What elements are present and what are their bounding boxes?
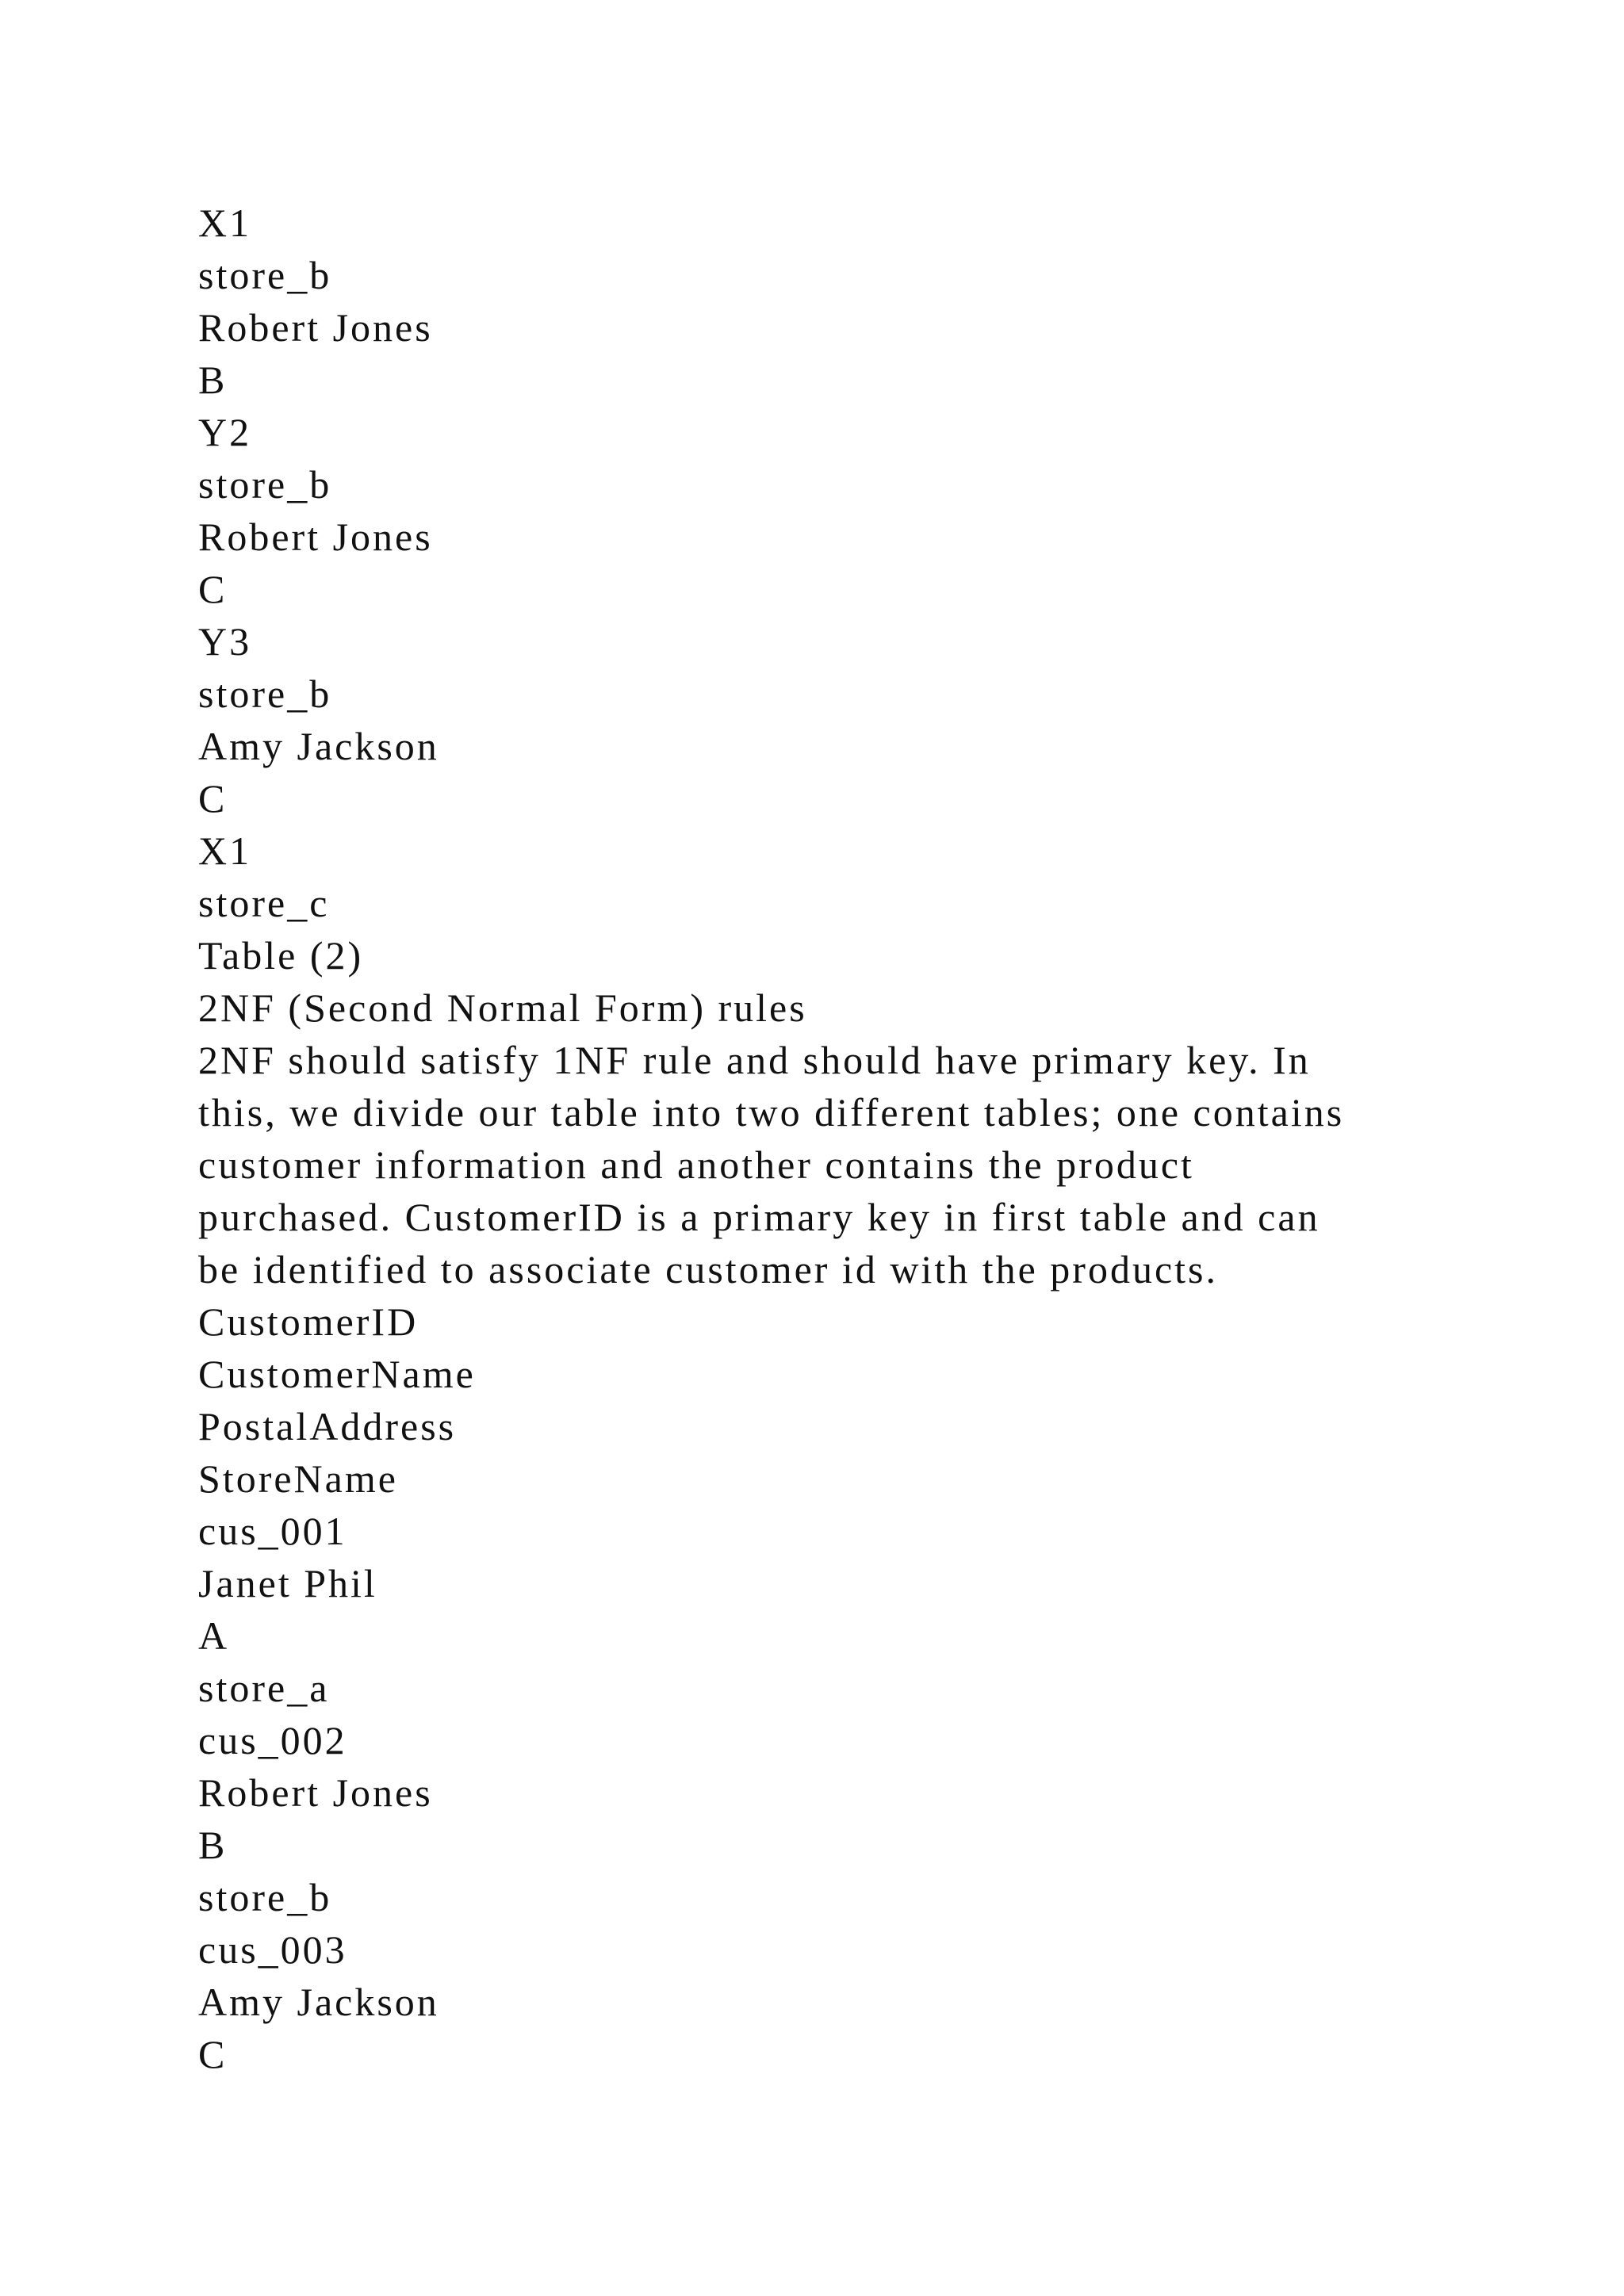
text-line: X1 <box>198 201 252 245</box>
paragraph-line: customer information and another contains the product <box>198 1142 1194 1187</box>
table-cell: Amy Jackson <box>198 1980 439 2024</box>
table-cell: cus_002 <box>198 1718 347 1762</box>
paragraph-line: be identified to associate customer id with the products. <box>198 1247 1218 1292</box>
table-cell: B <box>198 1823 228 1867</box>
table-cell: Robert Jones <box>198 1770 433 1815</box>
table-cell: Janet Phil <box>198 1561 377 1605</box>
table-header-postaladdress: PostalAddress <box>198 1404 457 1448</box>
text-line: X1 <box>198 828 252 873</box>
table-header-customername: CustomerName <box>198 1352 476 1396</box>
table-cell: cus_001 <box>198 1509 347 1553</box>
table-cell: cus_003 <box>198 1927 347 1972</box>
paragraph-line: 2NF should satisfy 1NF rule and should have primary key. In <box>198 1038 1311 1082</box>
table-header-storename: StoreName <box>198 1456 398 1501</box>
table-cell: store_b <box>198 1875 332 1919</box>
text-line: store_b <box>198 253 332 297</box>
table-cell: A <box>198 1613 230 1658</box>
text-line: store_c <box>198 881 330 925</box>
table-cell: store_a <box>198 1666 330 1710</box>
text-line: Robert Jones <box>198 305 433 350</box>
text-line: C <box>198 567 228 611</box>
text-line: Amy Jackson <box>198 724 439 768</box>
paragraph-line: this, we divide our table into two different tables; one contains <box>198 1090 1345 1135</box>
text-line: B <box>198 358 228 402</box>
section-heading: 2NF (Second Normal Form) rules <box>198 985 807 1030</box>
text-line: Y3 <box>198 619 252 664</box>
table-header-customerid: CustomerID <box>198 1299 419 1344</box>
text-line: Robert Jones <box>198 515 433 559</box>
text-line: Y2 <box>198 410 252 454</box>
text-line: store_b <box>198 672 332 716</box>
table-cell: C <box>198 2032 228 2076</box>
document-body <box>198 197 1435 2080</box>
text-line: store_b <box>198 462 332 507</box>
table-caption: Table (2) <box>198 933 364 978</box>
text-line: C <box>198 776 228 821</box>
paragraph-line: purchased. CustomerID is a primary key in first table and can <box>198 1195 1320 1239</box>
